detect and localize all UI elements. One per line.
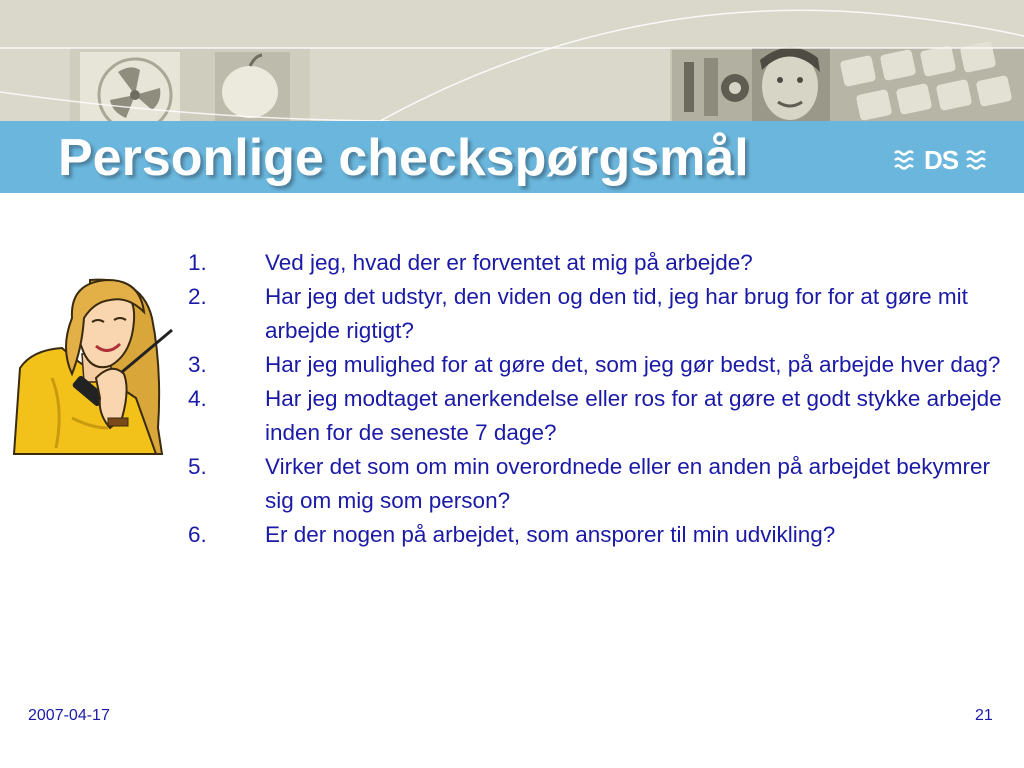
question-number: 2. [188,284,207,309]
list-item [188,246,1008,280]
footer-date: 2007-04-17 [28,707,110,724]
list-item [188,280,1008,348]
slide-title: Personlige checkspørgsmål [58,129,749,187]
list-item [188,518,1008,552]
question-number: 4. [188,386,207,411]
question-text: Virker det som om min overordnede eller en anden på arbejdet bekymrer sig om mig som person? [265,454,990,513]
machinery-icon [672,50,752,121]
list-item [188,348,1008,382]
question-text: Ved jeg, hvad der er forventet at mig på arbejde? [265,250,753,275]
question-text: Er der nogen på arbejdet, som ansporer til min udvikling? [265,522,836,547]
face-photo-icon [752,47,830,121]
list-item [188,450,1008,518]
banner-collage-image [0,0,1024,121]
question-text: Har jeg det udstyr, den viden og den tid, jeg har brug for for at gøre mit arbejde rigtigt? [265,284,968,343]
woman-on-phone-illustration [12,278,180,458]
footer-page-number: 21 [975,707,993,724]
question-list [188,246,1008,552]
question-number: 1. [188,250,207,275]
question-number: 6. [188,522,207,547]
question-text: Har jeg modtaget anerkendelse eller ros for at gøre et godt stykke arbejde inden for de seneste 7 dage? [265,386,1002,445]
apple-icon [215,52,290,121]
question-number: 3. [188,352,207,377]
woman-phone-icon [12,278,180,458]
list-item [188,382,1008,450]
header-photo-banner [0,0,1024,121]
keyboard-icon [830,41,1024,121]
ds-logo [893,145,989,175]
question-text: Har jeg mulighed for at gøre det, som jeg gør bedst, på arbejde hver dag? [265,352,1001,377]
logo-text: DS [923,145,959,175]
question-number: 5. [188,454,207,479]
